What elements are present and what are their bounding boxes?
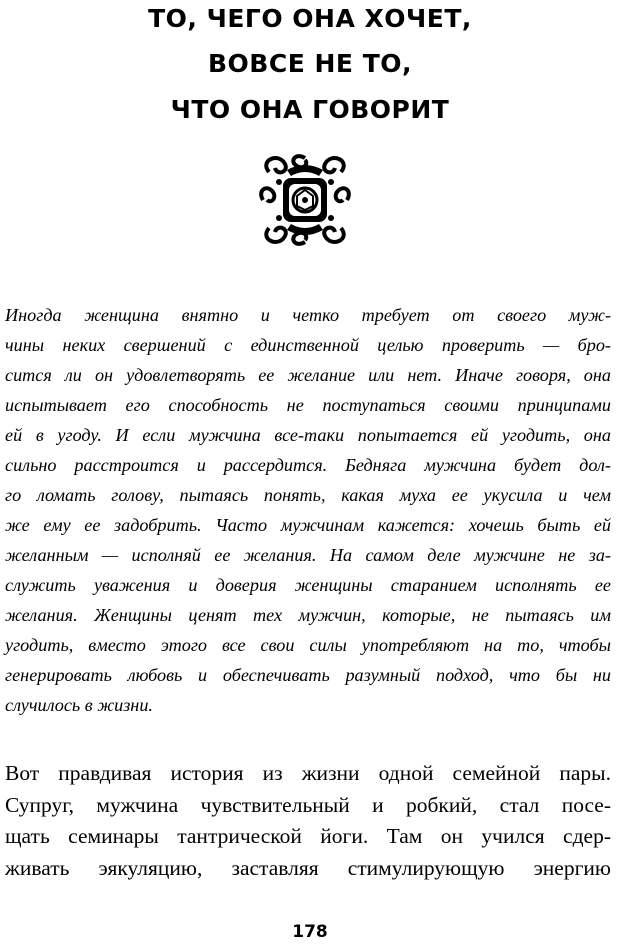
chapter-title-line-3: ЧТО ОНА ГОВОРИТ: [170, 95, 450, 124]
epigraph-line: сильно расстроится и рассердится. Бедняга мужчина будет дол-: [5, 455, 611, 475]
epigraph-line: же ему ее задобрить. Часто мужчинам кажется: хочешь быть ей: [5, 515, 611, 535]
epigraph-line: сится ли он удовлетворять ее желание или нет. Иначе говоря, она: [5, 365, 611, 385]
epigraph-line: чины неких свершений с единственной целью проверить — бро-: [5, 335, 611, 355]
page-number: 178: [292, 922, 328, 942]
decorative-ornament-icon: [257, 152, 353, 248]
body-line: Вот правдивая история из жизни одной семейной пары.: [5, 761, 611, 785]
epigraph-line: служить уважения и доверия женщины старанием исполнять ее: [5, 575, 611, 595]
epigraph-line: го ломать голову, пытаясь понять, какая муха ее укусила и чем: [5, 485, 611, 505]
epigraph-line: ей в угоду. И если мужчина все-таки попытается ей угодить, она: [5, 425, 611, 445]
chapter-title-line-2: ВОВСЕ НЕ ТО,: [208, 49, 412, 78]
body-line: живать эякуляцию, заставляя стимулирующую энергию: [5, 855, 611, 880]
body-line: щать семинары тантрической йоги. Там он учился сдер-: [5, 824, 611, 848]
epigraph-line: генерировать любовь и обеспечивать разумный подход, что бы ни: [5, 665, 611, 685]
epigraph-line: желания. Женщины ценят тех мужчин, которые, не пытаясь им: [5, 605, 611, 625]
body-line: Супруг, мужчина чувствительный и робкий, стал посе-: [5, 792, 611, 817]
body-paragraph: [5, 758, 611, 884]
epigraph-line: Иногда женщина внятно и четко требует от своего муж-: [5, 305, 611, 325]
epigraph-line: желанным — исполняй ее желания. На самом деле мужчине не за-: [5, 545, 611, 565]
epigraph-line: испытывает его способность не поступаться своими принципами: [5, 395, 611, 415]
chapter-title-line-1: ТО, ЧЕГО ОНА ХОЧЕТ,: [148, 4, 472, 33]
epigraph-paragraph: [5, 300, 611, 720]
epigraph-line: угодить, вместо этого все свои силы употребляют на то, чтобы: [5, 635, 611, 655]
epigraph-line: случилось в жизни.: [5, 695, 153, 715]
